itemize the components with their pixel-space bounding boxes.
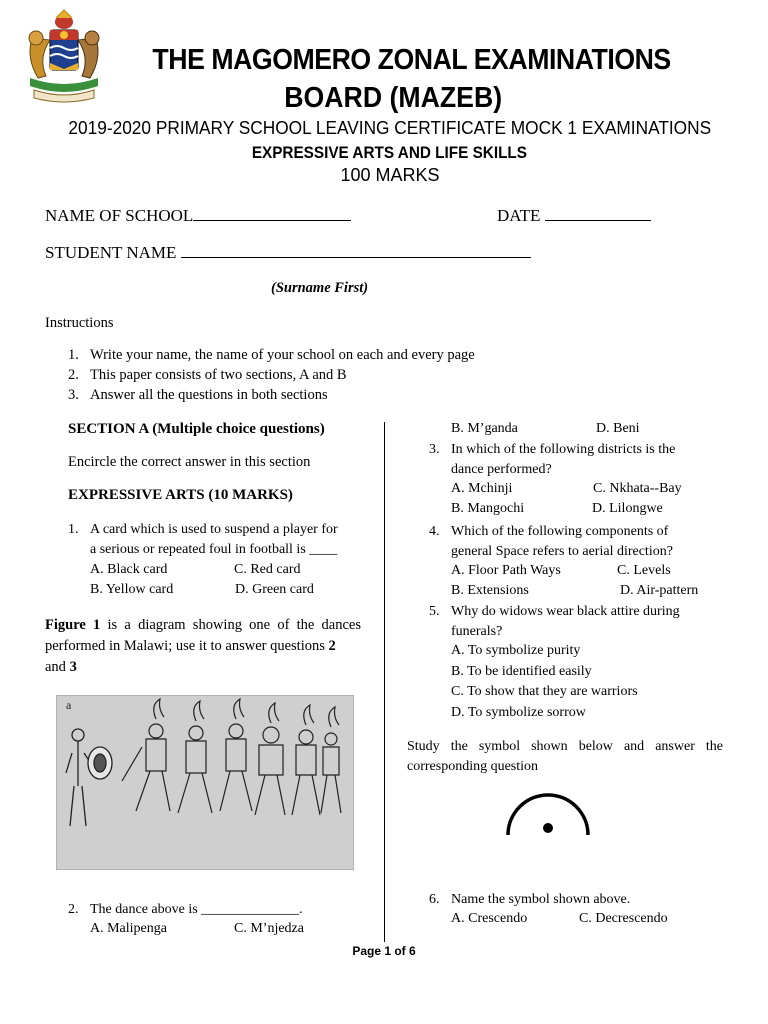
date-label: DATE: [497, 206, 541, 225]
fermata-symbol: [500, 785, 596, 841]
instruction-item: 1. Write your name, the name of your school on each and every page: [68, 347, 475, 363]
q3-option-b[interactable]: B. Mangochi: [451, 501, 525, 516]
instruction-item: 2. This paper consists of two sections, A and B: [68, 367, 347, 383]
exam-board-title-line2: BOARD (MAZEB): [284, 82, 503, 114]
q2-option-d[interactable]: D. Beni: [596, 421, 640, 436]
symbol-instruction-line1: Study the symbol shown below and answer the: [407, 739, 723, 754]
question-1: 1. A card which is used to suspend a player for: [68, 522, 338, 537]
q1-option-a[interactable]: A. Black card: [90, 562, 168, 577]
q1-option-c[interactable]: C. Red card: [234, 562, 301, 577]
q5-option-c[interactable]: C. To show that they are warriors: [451, 684, 638, 699]
exam-board-title-line1: THE MAGOMERO ZONAL EXAMINATIONS: [152, 44, 671, 76]
figure-intro-text: Figure 1 is a diagram showing one of the dances performed in Malawi; use it to answer questions 2 and 3: [45, 617, 362, 675]
subject-title: EXPRESSIVE ARTS AND LIFE SKILLS: [251, 143, 527, 162]
q2-option-b[interactable]: B. M’ganda: [451, 421, 518, 436]
total-marks: 100 MARKS: [340, 165, 440, 185]
q3-option-a[interactable]: A. Mchinji: [451, 481, 513, 496]
q1-option-d[interactable]: D. Green card: [235, 582, 314, 597]
q4-option-c[interactable]: C. Levels: [617, 563, 671, 578]
question-1-line2: a serious or repeated foul in football is ____: [90, 542, 338, 557]
question-4-line2: general Space refers to aerial direction?: [451, 544, 673, 559]
section-a-heading: SECTION A (Multiple choice questions): [68, 421, 325, 437]
q3-option-c[interactable]: C. Nkhata--Bay: [593, 481, 682, 496]
instruction-item: 3. Answer all the questions in both sections: [68, 387, 328, 403]
q4-option-b[interactable]: B. Extensions: [451, 583, 529, 598]
date-field[interactable]: [497, 206, 651, 226]
question-5: 5. Why do widows wear black attire during: [429, 604, 680, 619]
school-name-blank[interactable]: [193, 206, 351, 221]
figure-1-dance-sketch: [56, 695, 354, 870]
question-2: 2. The dance above is ______________.: [68, 902, 303, 917]
q6-option-a[interactable]: A. Crescendo: [451, 911, 528, 926]
q5-option-b[interactable]: B. To be identified easily: [451, 664, 592, 679]
symbol-instruction-line2: corresponding question: [407, 759, 539, 774]
column-divider: [384, 422, 385, 942]
q5-option-d[interactable]: D. To symbolize sorrow: [451, 705, 586, 720]
figure-label: a: [66, 698, 72, 712]
q4-option-a[interactable]: A. Floor Path Ways: [451, 563, 561, 578]
q4-option-d[interactable]: D. Air-pattern: [620, 583, 699, 598]
question-5-line2: funerals?: [451, 624, 503, 639]
question-3: 3. In which of the following districts is the: [429, 442, 676, 457]
question-6: 6. Name the symbol shown above.: [429, 892, 631, 907]
school-name-field[interactable]: [45, 206, 351, 226]
student-name-blank[interactable]: [181, 243, 531, 258]
q6-option-c[interactable]: C. Decrescendo: [579, 911, 668, 926]
school-name-label: NAME OF SCHOOL: [45, 206, 194, 225]
expressive-arts-heading: EXPRESSIVE ARTS (10 MARKS): [68, 487, 293, 503]
q1-option-b[interactable]: B. Yellow card: [90, 582, 174, 597]
exam-subtitle: 2019-2020 PRIMARY SCHOOL LEAVING CERTIFICATE MOCK 1 EXAMINATIONS: [68, 118, 712, 138]
section-a-note: Encircle the correct answer in this section: [68, 454, 311, 470]
date-blank[interactable]: [545, 206, 651, 221]
question-4: 4. Which of the following components of: [429, 524, 669, 539]
surname-first-note: (Surname First): [271, 280, 369, 296]
q2-option-c[interactable]: C. M’njedza: [234, 921, 304, 936]
student-name-label: STUDENT NAME: [45, 243, 177, 262]
question-3-line2: dance performed?: [451, 462, 552, 477]
instructions-heading: Instructions: [45, 315, 114, 331]
page-number: Page 1 of 6: [352, 944, 416, 958]
q3-option-d[interactable]: D. Lilongwe: [592, 501, 663, 516]
q5-option-a[interactable]: A. To symbolize purity: [451, 643, 581, 658]
student-name-field[interactable]: [45, 243, 531, 263]
q2-option-a[interactable]: A. Malipenga: [90, 921, 167, 936]
